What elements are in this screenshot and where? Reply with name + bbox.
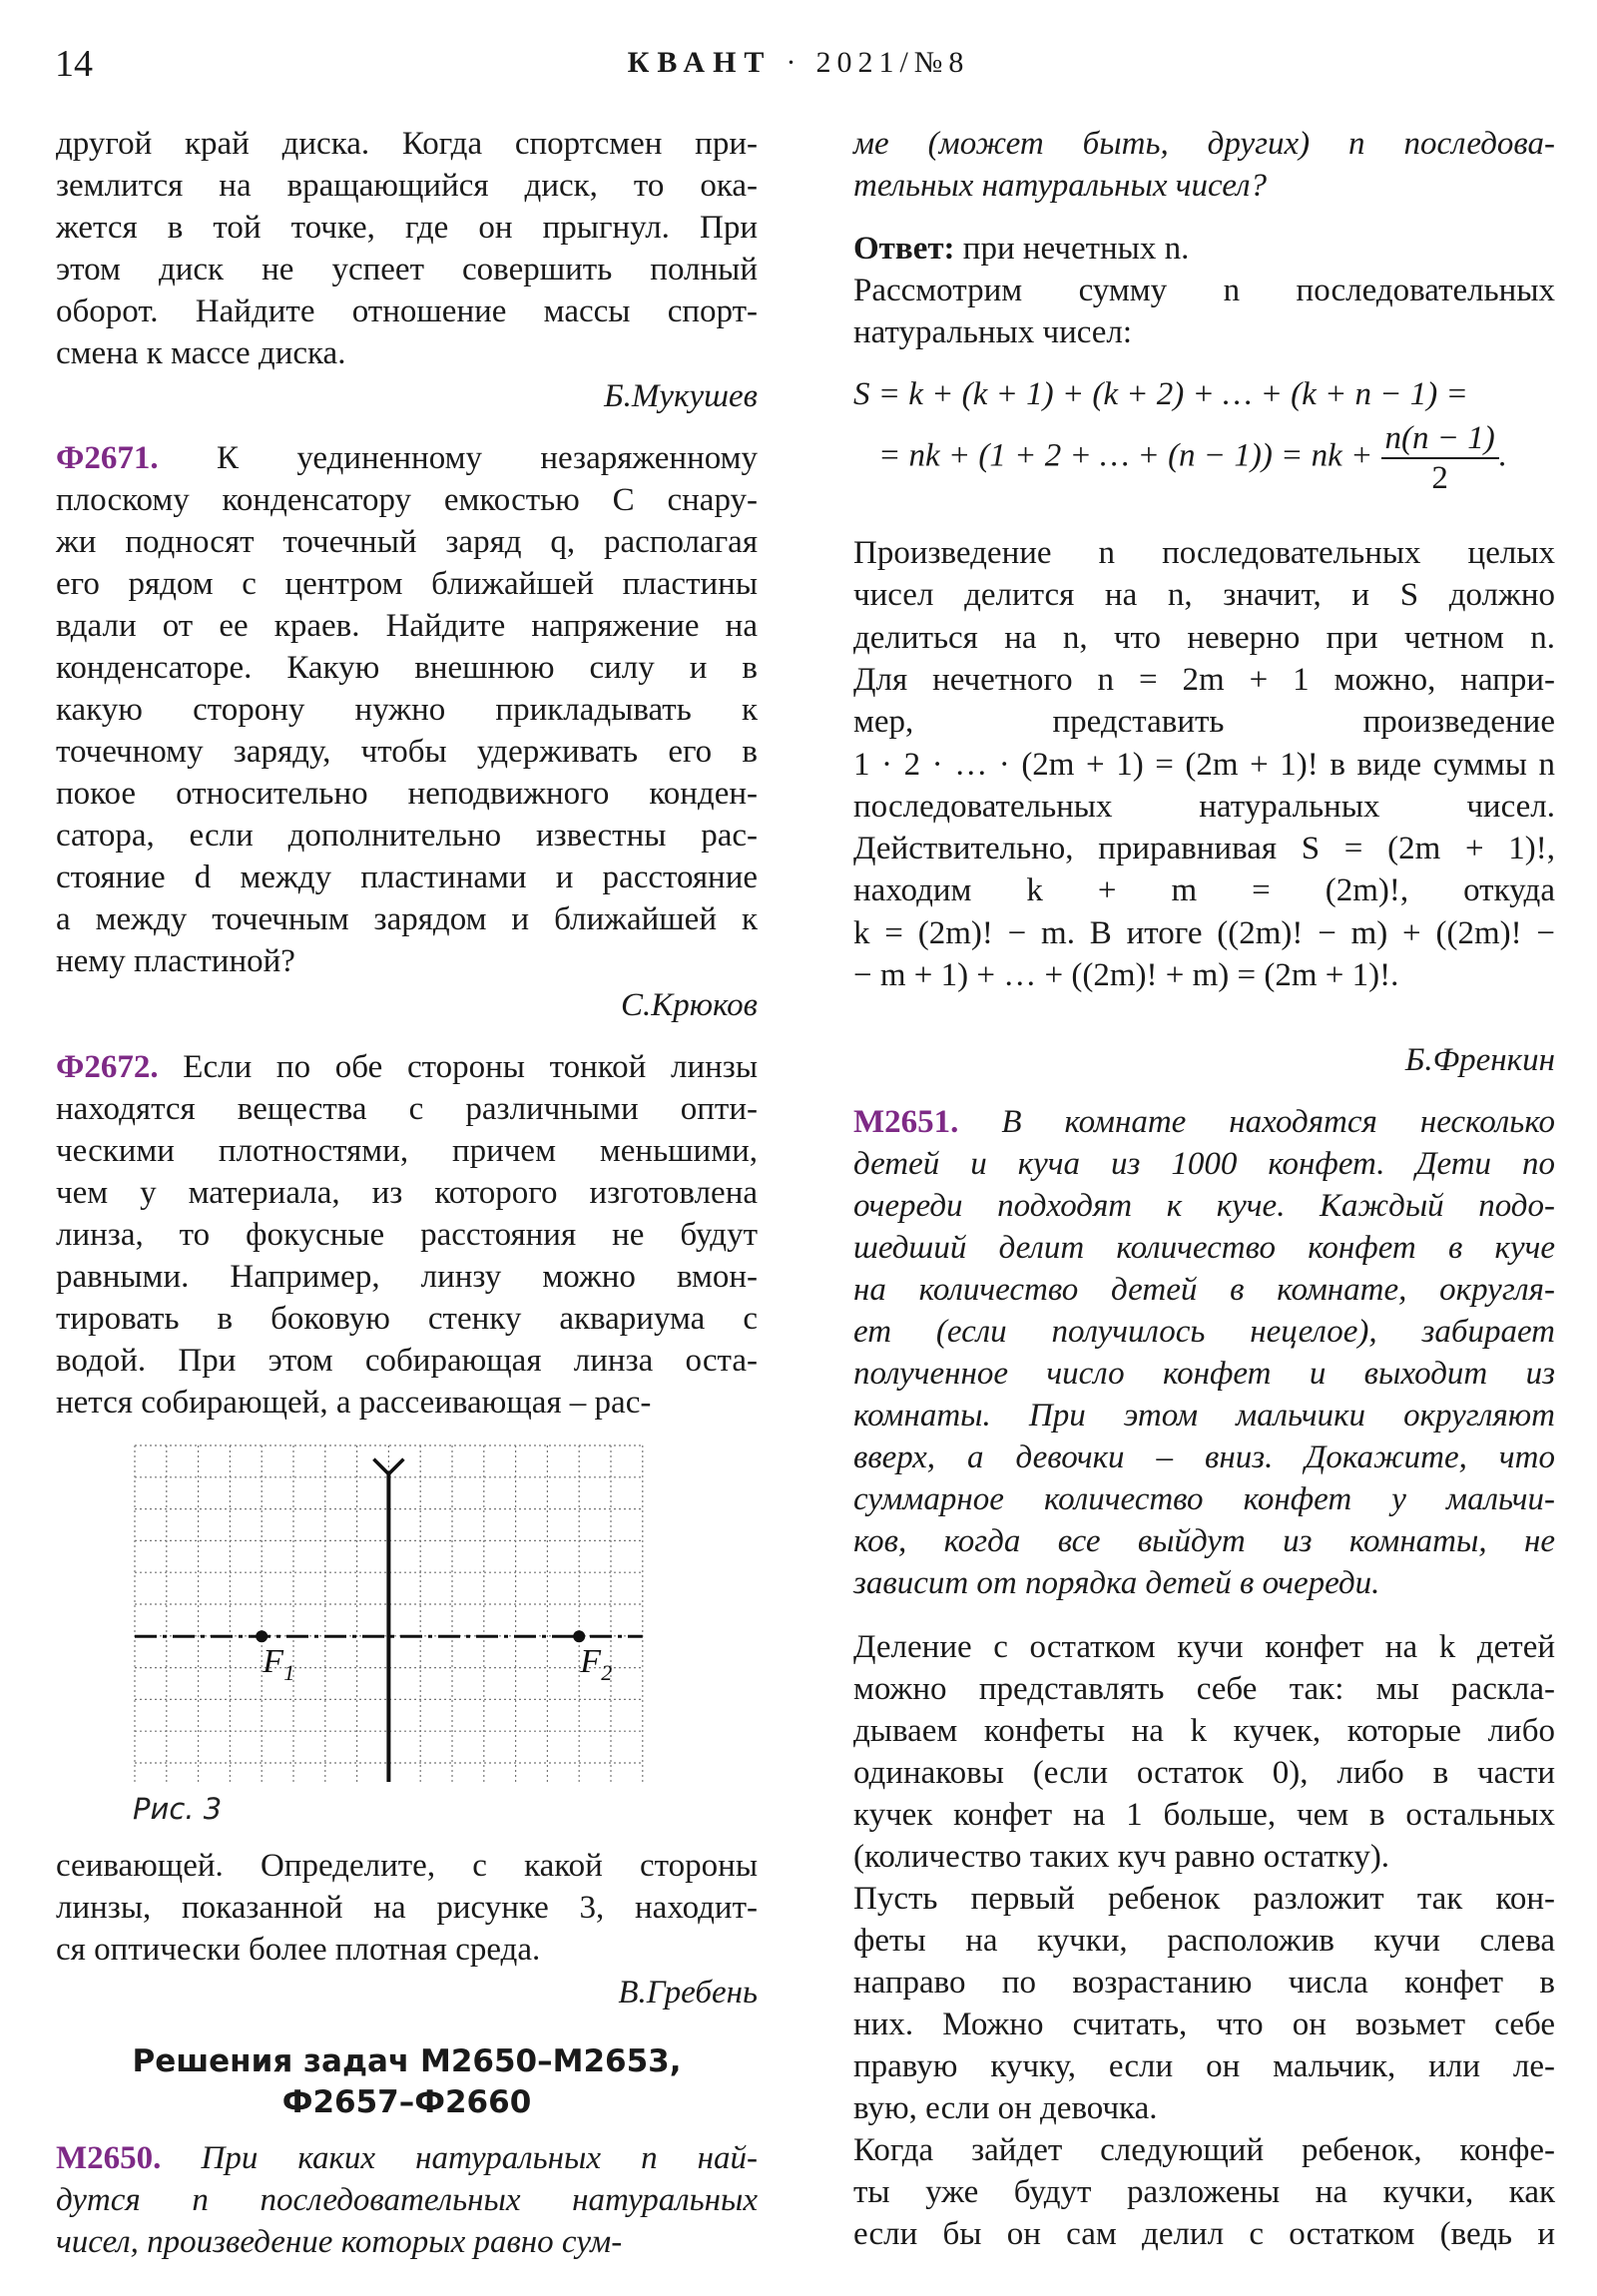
text-line-content: К уединенному незаряженному: [216, 440, 758, 476]
f2672-line: находятся вещества с различными опти-: [56, 1091, 758, 1127]
solution-line: Деление с остатком кучи конфет на k детей: [853, 1629, 1555, 1665]
author-mukushev: Б.Мукушев: [604, 378, 758, 414]
problem-label: Ф2672.: [56, 1049, 159, 1085]
intro-line: землится на вращающийся диск, то ока-: [56, 168, 758, 204]
formula-fraction: [1381, 419, 1499, 497]
author-greben: В.Гребень: [618, 1975, 758, 2010]
intro-line: этом диск не успеет совершить полный: [56, 252, 758, 287]
solution-line: (количество таких куч равно остатку).: [853, 1839, 1390, 1875]
f2671-line: жи подносят точечный заряд q, располагая: [56, 524, 758, 560]
m2651-line: суммарное количество конфет у мальчи-: [853, 1481, 1555, 1517]
m2651-line: [853, 1101, 1555, 1143]
f2671-line: стояние d между пластинами и расстояние: [56, 860, 758, 895]
focus-subscript-2: 2: [601, 1660, 613, 1686]
proof-line: Произведение n последовательных целых: [853, 535, 1555, 571]
solution-line: феты на кучки, расположив кучи слева: [853, 1923, 1555, 1959]
solution-line: если бы он сам делил с остатком (ведь и: [853, 2216, 1555, 2252]
m2651-line: вверх, а девочки – вниз. Докажите, что: [853, 1439, 1555, 1475]
solution-line: одинаковы (если остаток 0), либо в части: [853, 1755, 1555, 1791]
m2650-line: тельных натуральных чисел?: [853, 168, 1267, 204]
m2651-line: ков, когда все выйдут из комнаты, не: [853, 1523, 1555, 1559]
header-separator: ·: [786, 46, 802, 79]
f2672-line: линза, то фокусные расстояния не будут: [56, 1217, 758, 1253]
m2650-line: [56, 2137, 758, 2179]
formula-sum: S = k + (k + 1) + (k + 2) + … + (k + n − 1) =: [853, 376, 1468, 412]
formula-end: .: [1498, 437, 1507, 474]
proof-line: k = (2m)! − m. В итоге ((2m)! − m) + ((2m)! −: [853, 914, 1555, 951]
problem-label: Ф2671.: [56, 440, 159, 476]
answer-text: при нечетных n.: [962, 231, 1190, 267]
solution-line: ты уже будут разложены на кучки, как: [853, 2174, 1555, 2210]
consider-line: Рассмотрим сумму n последовательных: [853, 273, 1555, 308]
focus-label-2: F: [580, 1643, 601, 1681]
m2651-line: зависит от порядка детей в очереди.: [853, 1565, 1380, 1601]
fraction-denominator: 2: [1431, 460, 1448, 496]
solution-line: кучек конфет на 1 больше, чем в остальных: [853, 1797, 1555, 1833]
solution-line: правую кучку, если он мальчик, или ле-: [853, 2048, 1555, 2084]
m2650-line: дутся n последовательных натуральных: [56, 2182, 758, 2218]
right-column: [853, 0, 1555, 2296]
f2671-line: какую сторону нужно прикладывать к: [56, 692, 758, 728]
fraction-numerator: n(n − 1): [1381, 419, 1499, 459]
intro-line: смена к массе диска.: [56, 335, 346, 371]
page-number: 14: [55, 43, 93, 85]
problem-label: М2650.: [56, 2140, 162, 2176]
f2671-line: плоскому конденсатору емкостью C снару-: [56, 482, 758, 518]
proof-line: последовательных натуральных чисел.: [853, 788, 1555, 825]
consider-line: натуральных чисел:: [853, 314, 1133, 350]
text-line-content: При каких натуральных n най-: [201, 2140, 759, 2176]
focus-label-1: F: [263, 1643, 283, 1681]
solution-line: дываем конфеты на k кучек, которые либо: [853, 1713, 1555, 1749]
f2672-line: ся оптически более плотная среда.: [56, 1932, 541, 1968]
f2672-line: водой. При этом собирающая линза оста-: [56, 1343, 758, 1379]
intro-line: оборот. Найдите отношение массы спорт-: [56, 293, 758, 329]
focus-subscript-1: 1: [283, 1660, 295, 1686]
proof-line: чисел делится на n, значит, и S должно: [853, 577, 1555, 614]
f2671-line: вдали от ее краев. Найдите напряжение на: [56, 608, 758, 644]
proof-line: 1 · 2 · … · (2m + 1) = (2m + 1)! в виде суммы n: [853, 746, 1555, 783]
solution-line: вую, если он девочка.: [853, 2090, 1158, 2126]
author-kryukov: С.Крюков: [621, 987, 758, 1023]
formula-result-left: = nk + (1 + 2 + … + (n − 1)) = nk +: [878, 437, 1373, 474]
f2672-line: чем у материала, из которого изготовлена: [56, 1175, 758, 1211]
intro-line: жется в той точке, где он прыгнул. При: [56, 210, 758, 246]
f2672-line: тировать в боковую стенку аквариума с: [56, 1301, 758, 1337]
f2671-line: покое относительно неподвижного конден-: [56, 776, 758, 812]
text-line-content: Если по обе стороны тонкой линзы: [183, 1049, 758, 1085]
solution-line: Пусть первый ребенок разложит так кон-: [853, 1881, 1555, 1917]
f2671-line: нему пластиной?: [56, 943, 295, 979]
text-line-content: В комнате находятся несколько: [1001, 1104, 1555, 1140]
proof-line: делиться на n, что неверно при четном n.: [853, 619, 1555, 656]
section-heading-line-2: Ф2657–Ф2660: [281, 2084, 532, 2120]
f2671-line: сатора, если дополнительно известны рас-: [56, 818, 758, 854]
author-frenkin: Б.Френкин: [1404, 1042, 1555, 1078]
solution-line: направо по возрастанию числа конфет в: [853, 1965, 1555, 2001]
m2651-line: детей и куча из 1000 конфет. Дети по: [853, 1146, 1555, 1182]
m2650-line: чисел, произведение которых равно сум-: [56, 2224, 623, 2260]
proof-line: Действительно, приравнивая S = (2m + 1)!,: [853, 831, 1555, 867]
solution-line: них. Можно считать, что он возьмет себе: [853, 2007, 1555, 2042]
proof-line: Для нечетного n = 2m + 1 можно, напри-: [853, 661, 1555, 698]
solution-line: Когда зайдет следующий ребенок, конфе-: [853, 2132, 1555, 2168]
m2651-line: шедший делит количество конфет в куче: [853, 1230, 1555, 1266]
f2672-line: линзы, показанной на рисунке 3, находит-: [56, 1890, 758, 1926]
answer-line: [853, 228, 1555, 270]
m2651-line: на количество детей в комнате, округля-: [853, 1272, 1555, 1308]
f2672-line: нется собирающей, а рассеивающая – рас-: [56, 1385, 652, 1421]
m2651-line: комнаты. При этом мальчики округляют: [853, 1398, 1555, 1434]
f2672-line: сеивающей. Определите, с какой стороны: [56, 1848, 758, 1884]
f2672-line: равными. Например, линзу можно вмон-: [56, 1259, 758, 1295]
intro-line: другой край диска. Когда спортсмен при-: [56, 126, 758, 162]
problem-label: М2651.: [853, 1104, 959, 1140]
f2671-line: его рядом с центром ближайшей пластины: [56, 566, 758, 602]
answer-label: Ответ:: [853, 231, 955, 267]
figure-caption: Рис. 3: [133, 1792, 223, 1826]
m2651-line: очереди подходят к куче. Каждый подо-: [853, 1188, 1555, 1224]
f2672-line: ческими плотностями, причем меньшими,: [56, 1133, 758, 1169]
m2650-line: ме (может быть, других) n последова-: [853, 126, 1555, 162]
solution-line: можно представлять себе так: мы раскла-: [853, 1671, 1555, 1707]
f2671-line: точечному заряду, чтобы удерживать его в: [56, 734, 758, 770]
proof-line: − m + 1) + … + ((2m)! + m) = (2m + 1)!.: [853, 957, 1399, 993]
section-heading-line-1: Решения задач М2650–М2653,: [132, 2043, 682, 2079]
proof-line: находим k + m = (2m)!, откуда: [853, 872, 1555, 909]
issue-number: 2021/№8: [815, 46, 970, 79]
proof-line: мер, представить произведение: [853, 704, 1555, 741]
left-column-m2650: [56, 0, 758, 2296]
m2651-line: ет (если получилось нецелое), забирает: [853, 1314, 1555, 1350]
f2671-line: конденсаторе. Какую внешнюю силу и в: [56, 650, 758, 686]
f2671-line: a между точечным зарядом и ближайшей к: [56, 901, 758, 937]
formula-result: [878, 419, 1507, 497]
journal-name: КВАНТ: [627, 46, 773, 79]
m2651-line: полученное число конфет и выходит из: [853, 1356, 1555, 1392]
